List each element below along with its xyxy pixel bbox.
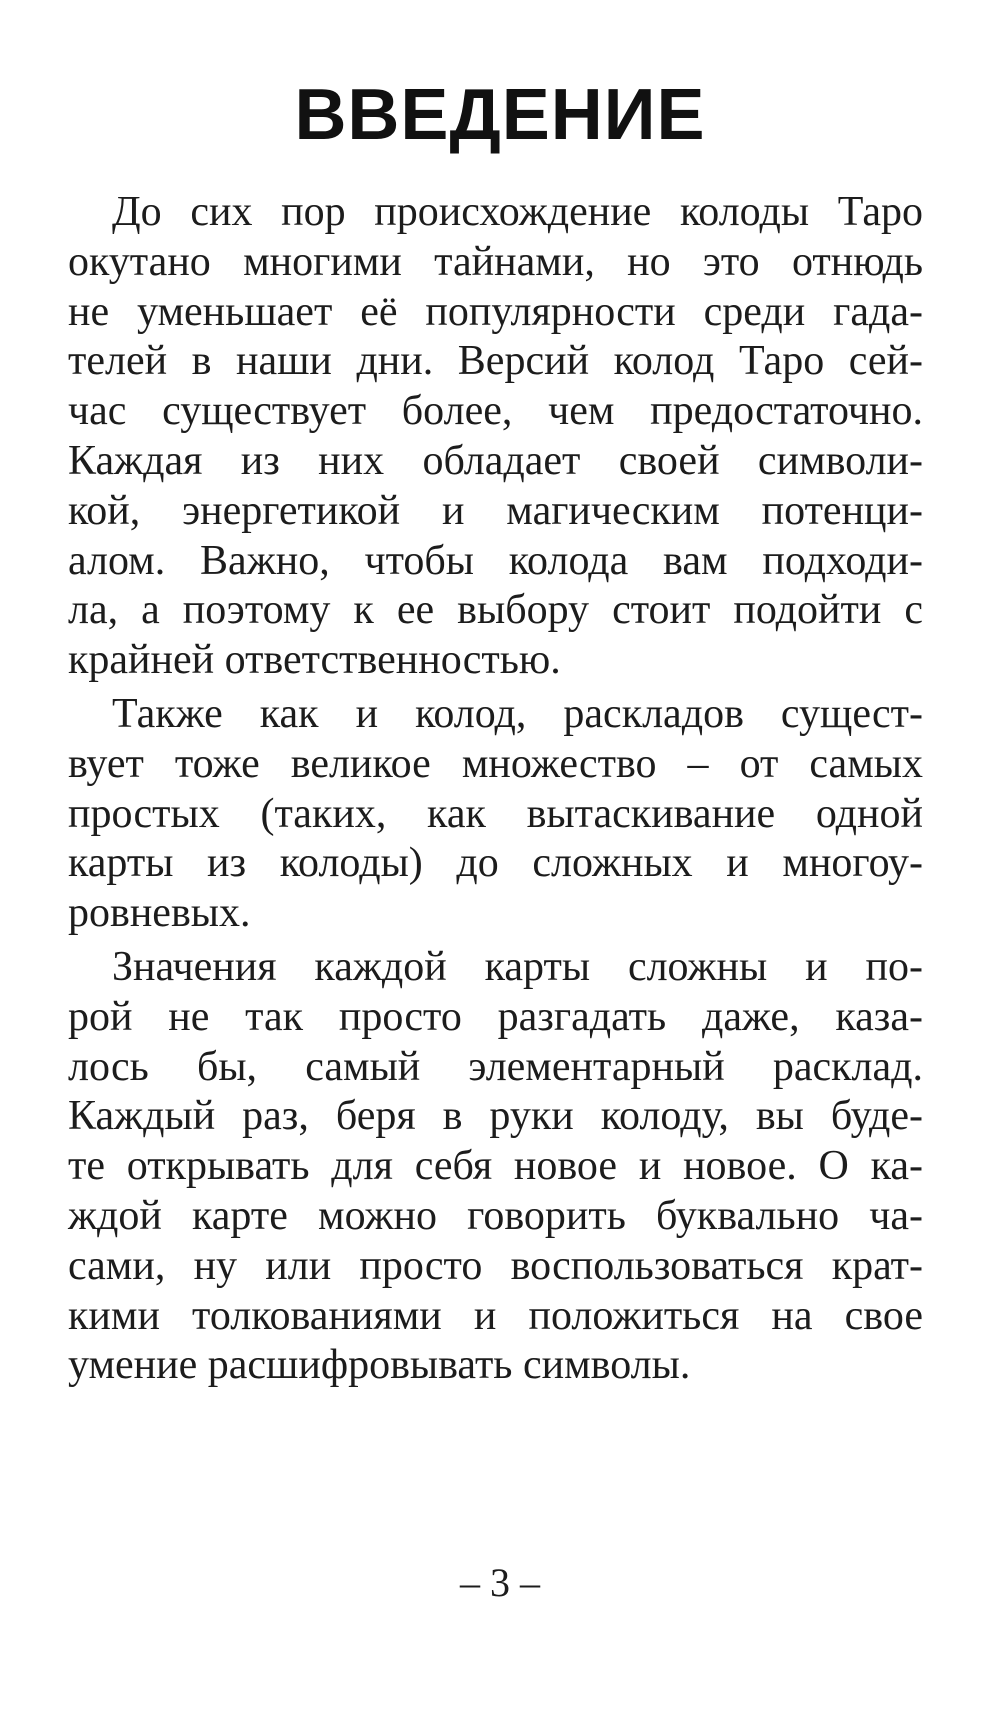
paragraph-1 — [68, 188, 923, 686]
text-line: умение расшифровывать символы. — [68, 1342, 691, 1389]
text-line: Каждый раз, беря в руки колоду, вы буде- — [68, 1093, 923, 1140]
text-line: алом. Важно, чтобы колода вам подходи- — [68, 537, 923, 584]
text-line: карты из колоды) до сложных и многоу- — [68, 840, 923, 887]
text-line: Также как и колод, раскладов сущест- — [112, 690, 923, 737]
text-line: сами, ну или просто воспользоваться крат- — [68, 1242, 923, 1289]
paragraph-2 — [68, 690, 923, 939]
text-line: ла, а поэтому к ее выбору стоит подойти с — [68, 587, 923, 634]
text-line: кой, энергетикой и магическим потенци- — [68, 487, 923, 534]
body-text — [68, 188, 923, 1395]
paragraph-3 — [68, 943, 923, 1391]
text-line: не уменьшает её популярности среди гада- — [68, 288, 923, 335]
text-line: те открывать для себя новое и новое. О ка- — [68, 1143, 923, 1190]
text-line: окутано многими тайнами, но это отнюдь — [68, 238, 923, 285]
text-line: телей в наши дни. Версий колод Таро сей- — [68, 338, 923, 385]
text-line: ровневых. — [68, 890, 251, 937]
text-line: До сих пор происхождение колоды Таро — [112, 189, 923, 235]
text-line: вует тоже великое множество – от самых — [68, 740, 923, 787]
text-line: крайней ответственностью. — [68, 637, 561, 684]
text-line: простых (таких, как вытаскивание одной — [68, 790, 923, 837]
page-title: ВВЕДЕНИЕ — [294, 75, 706, 155]
text-line: лось бы, самый элементарный расклад. — [68, 1043, 923, 1090]
text-line: Значения каждой карты сложны и по- — [112, 943, 923, 990]
text-line: рой не так просто разгадать даже, каза- — [68, 993, 923, 1040]
text-line: ждой карте можно говорить буквально ча- — [68, 1192, 923, 1239]
text-line: час существует более, чем предостаточно. — [68, 388, 923, 435]
page-number: – 3 – — [460, 1560, 540, 1605]
text-line: кими толкованиями и положиться на свое — [68, 1292, 923, 1339]
text-line: Каждая из них обладает своей символи- — [68, 437, 923, 484]
